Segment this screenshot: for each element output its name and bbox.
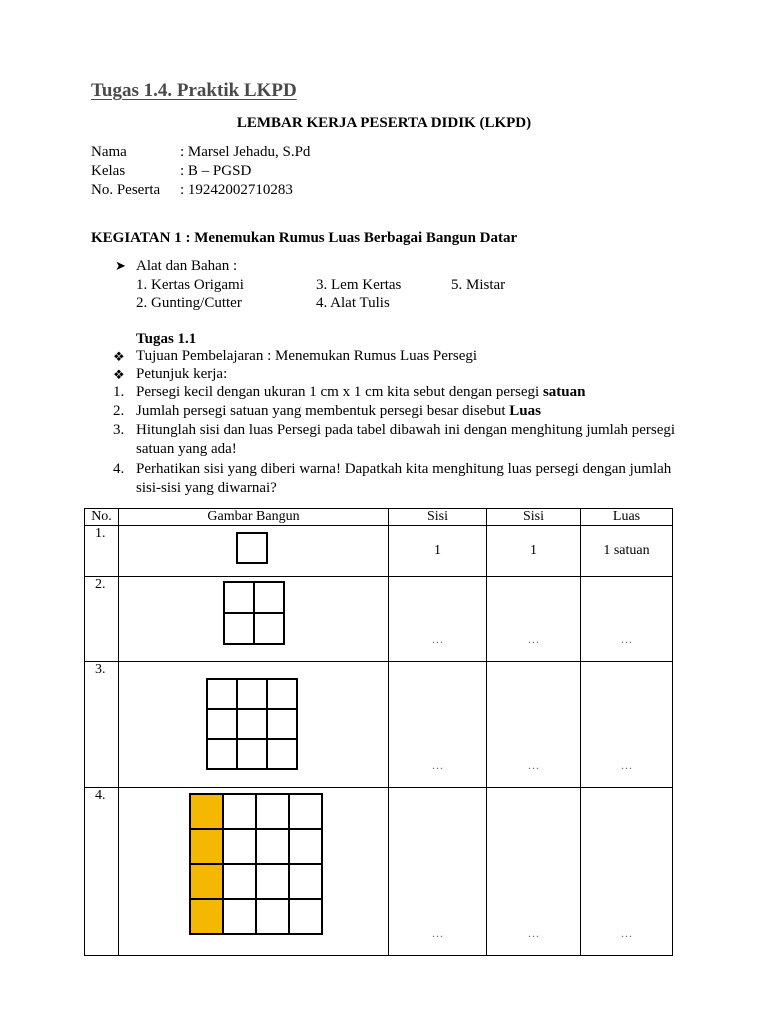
- alat-item: 1. Kertas Origami: [136, 277, 244, 293]
- table-row: [85, 788, 673, 956]
- kegiatan-title: KEGIATAN 1 : Menemukan Rumus Luas Berbagai Bangun Datar: [91, 230, 518, 246]
- identity-label-kelas: Kelas: [91, 163, 126, 179]
- table-row: [85, 662, 673, 788]
- square-2x2: [223, 581, 285, 645]
- luas-persegi-table: [84, 508, 673, 956]
- luas-value: …: [581, 788, 673, 956]
- tugas-title: Tugas 1.1: [136, 331, 197, 347]
- diamond-bullet-icon: ❖: [113, 367, 125, 382]
- sisi-value: …: [389, 662, 487, 788]
- alat-item: 4. Alat Tulis: [316, 295, 390, 311]
- alat-item: 3. Lem Kertas: [316, 277, 402, 293]
- petunjuk-text: Petunjuk kerja:: [136, 366, 228, 382]
- row-number: 4.: [85, 788, 119, 956]
- alat-item: 2. Gunting/Cutter: [136, 295, 242, 311]
- table-row: [85, 577, 673, 662]
- sisi-value: …: [487, 662, 581, 788]
- identity-value-nama: : Marsel Jehadu, S.Pd: [180, 144, 311, 160]
- square-4x4: [189, 793, 323, 935]
- shape-cell: [119, 526, 389, 577]
- step-number: 2.: [113, 403, 125, 419]
- row-number: 3.: [85, 662, 119, 788]
- highlighted-cell: [191, 900, 224, 935]
- alat-item: 5. Mistar: [451, 277, 506, 293]
- identity-value-kelas: : B – PGSD: [180, 163, 252, 179]
- alat-heading: Alat dan Bahan :: [136, 258, 238, 274]
- luas-value: …: [581, 662, 673, 788]
- square-3x3: [206, 678, 298, 770]
- shape-cell: [119, 662, 389, 788]
- identity-value-no-peserta: : 19242002710283: [180, 182, 293, 198]
- sisi-value: …: [487, 788, 581, 956]
- step-text: Persegi kecil dengan ukuran 1 cm x 1 cm kita sebut dengan persegi satuan: [136, 384, 586, 400]
- identity-label-nama: Nama: [91, 144, 127, 160]
- identity-label-no-peserta: No. Peserta: [91, 182, 161, 198]
- step-number: 4.: [113, 461, 125, 477]
- highlighted-cell: [191, 795, 224, 830]
- tujuan-text: Tujuan Pembelajaran : Menemukan Rumus Luas Persegi: [136, 348, 478, 364]
- table-row: [85, 526, 673, 577]
- row-number: 2.: [85, 577, 119, 662]
- step-number: 3.: [113, 422, 125, 438]
- square-1x1: [236, 532, 268, 564]
- header-no: No.: [85, 509, 119, 526]
- diamond-bullet-icon: ❖: [113, 349, 125, 364]
- header-sisi: Sisi: [487, 509, 581, 526]
- header-luas: Luas: [581, 509, 673, 526]
- luas-value: 1 satuan: [581, 526, 673, 577]
- row-number: 1.: [85, 526, 119, 577]
- header-gambar-bangun: Gambar Bangun: [119, 509, 389, 526]
- shape-cell: [119, 577, 389, 662]
- worksheet-subtitle: LEMBAR KERJA PESERTA DIDIK (LKPD): [236, 115, 532, 131]
- highlighted-cell: [191, 830, 224, 865]
- sisi-value: 1: [389, 526, 487, 577]
- header-sisi: Sisi: [389, 509, 487, 526]
- page-title: Tugas 1.4. Praktik LKPD: [91, 80, 297, 101]
- luas-value: …: [581, 577, 673, 662]
- sisi-value: 1: [487, 526, 581, 577]
- table-header-row: [85, 509, 673, 526]
- shape-cell: [119, 788, 389, 956]
- highlighted-cell: [191, 865, 224, 900]
- sisi-value: …: [389, 788, 487, 956]
- step-text-continued: satuan yang ada!: [136, 441, 237, 457]
- step-number: 1.: [113, 384, 125, 400]
- sisi-value: …: [389, 577, 487, 662]
- step-text: Hitunglah sisi dan luas Persegi pada tabel dibawah ini dengan menghitung jumlah persegi: [136, 422, 676, 438]
- step-text: Perhatikan sisi yang diberi warna! Dapatkah kita menghitung luas persegi dengan jumlah: [136, 461, 672, 477]
- step-text: Jumlah persegi satuan yang membentuk persegi besar disebut Luas: [136, 403, 541, 419]
- arrow-bullet-icon: ➤: [115, 258, 126, 273]
- sisi-value: …: [487, 577, 581, 662]
- step-text-continued: sisi-sisi yang diwarnai?: [136, 480, 277, 496]
